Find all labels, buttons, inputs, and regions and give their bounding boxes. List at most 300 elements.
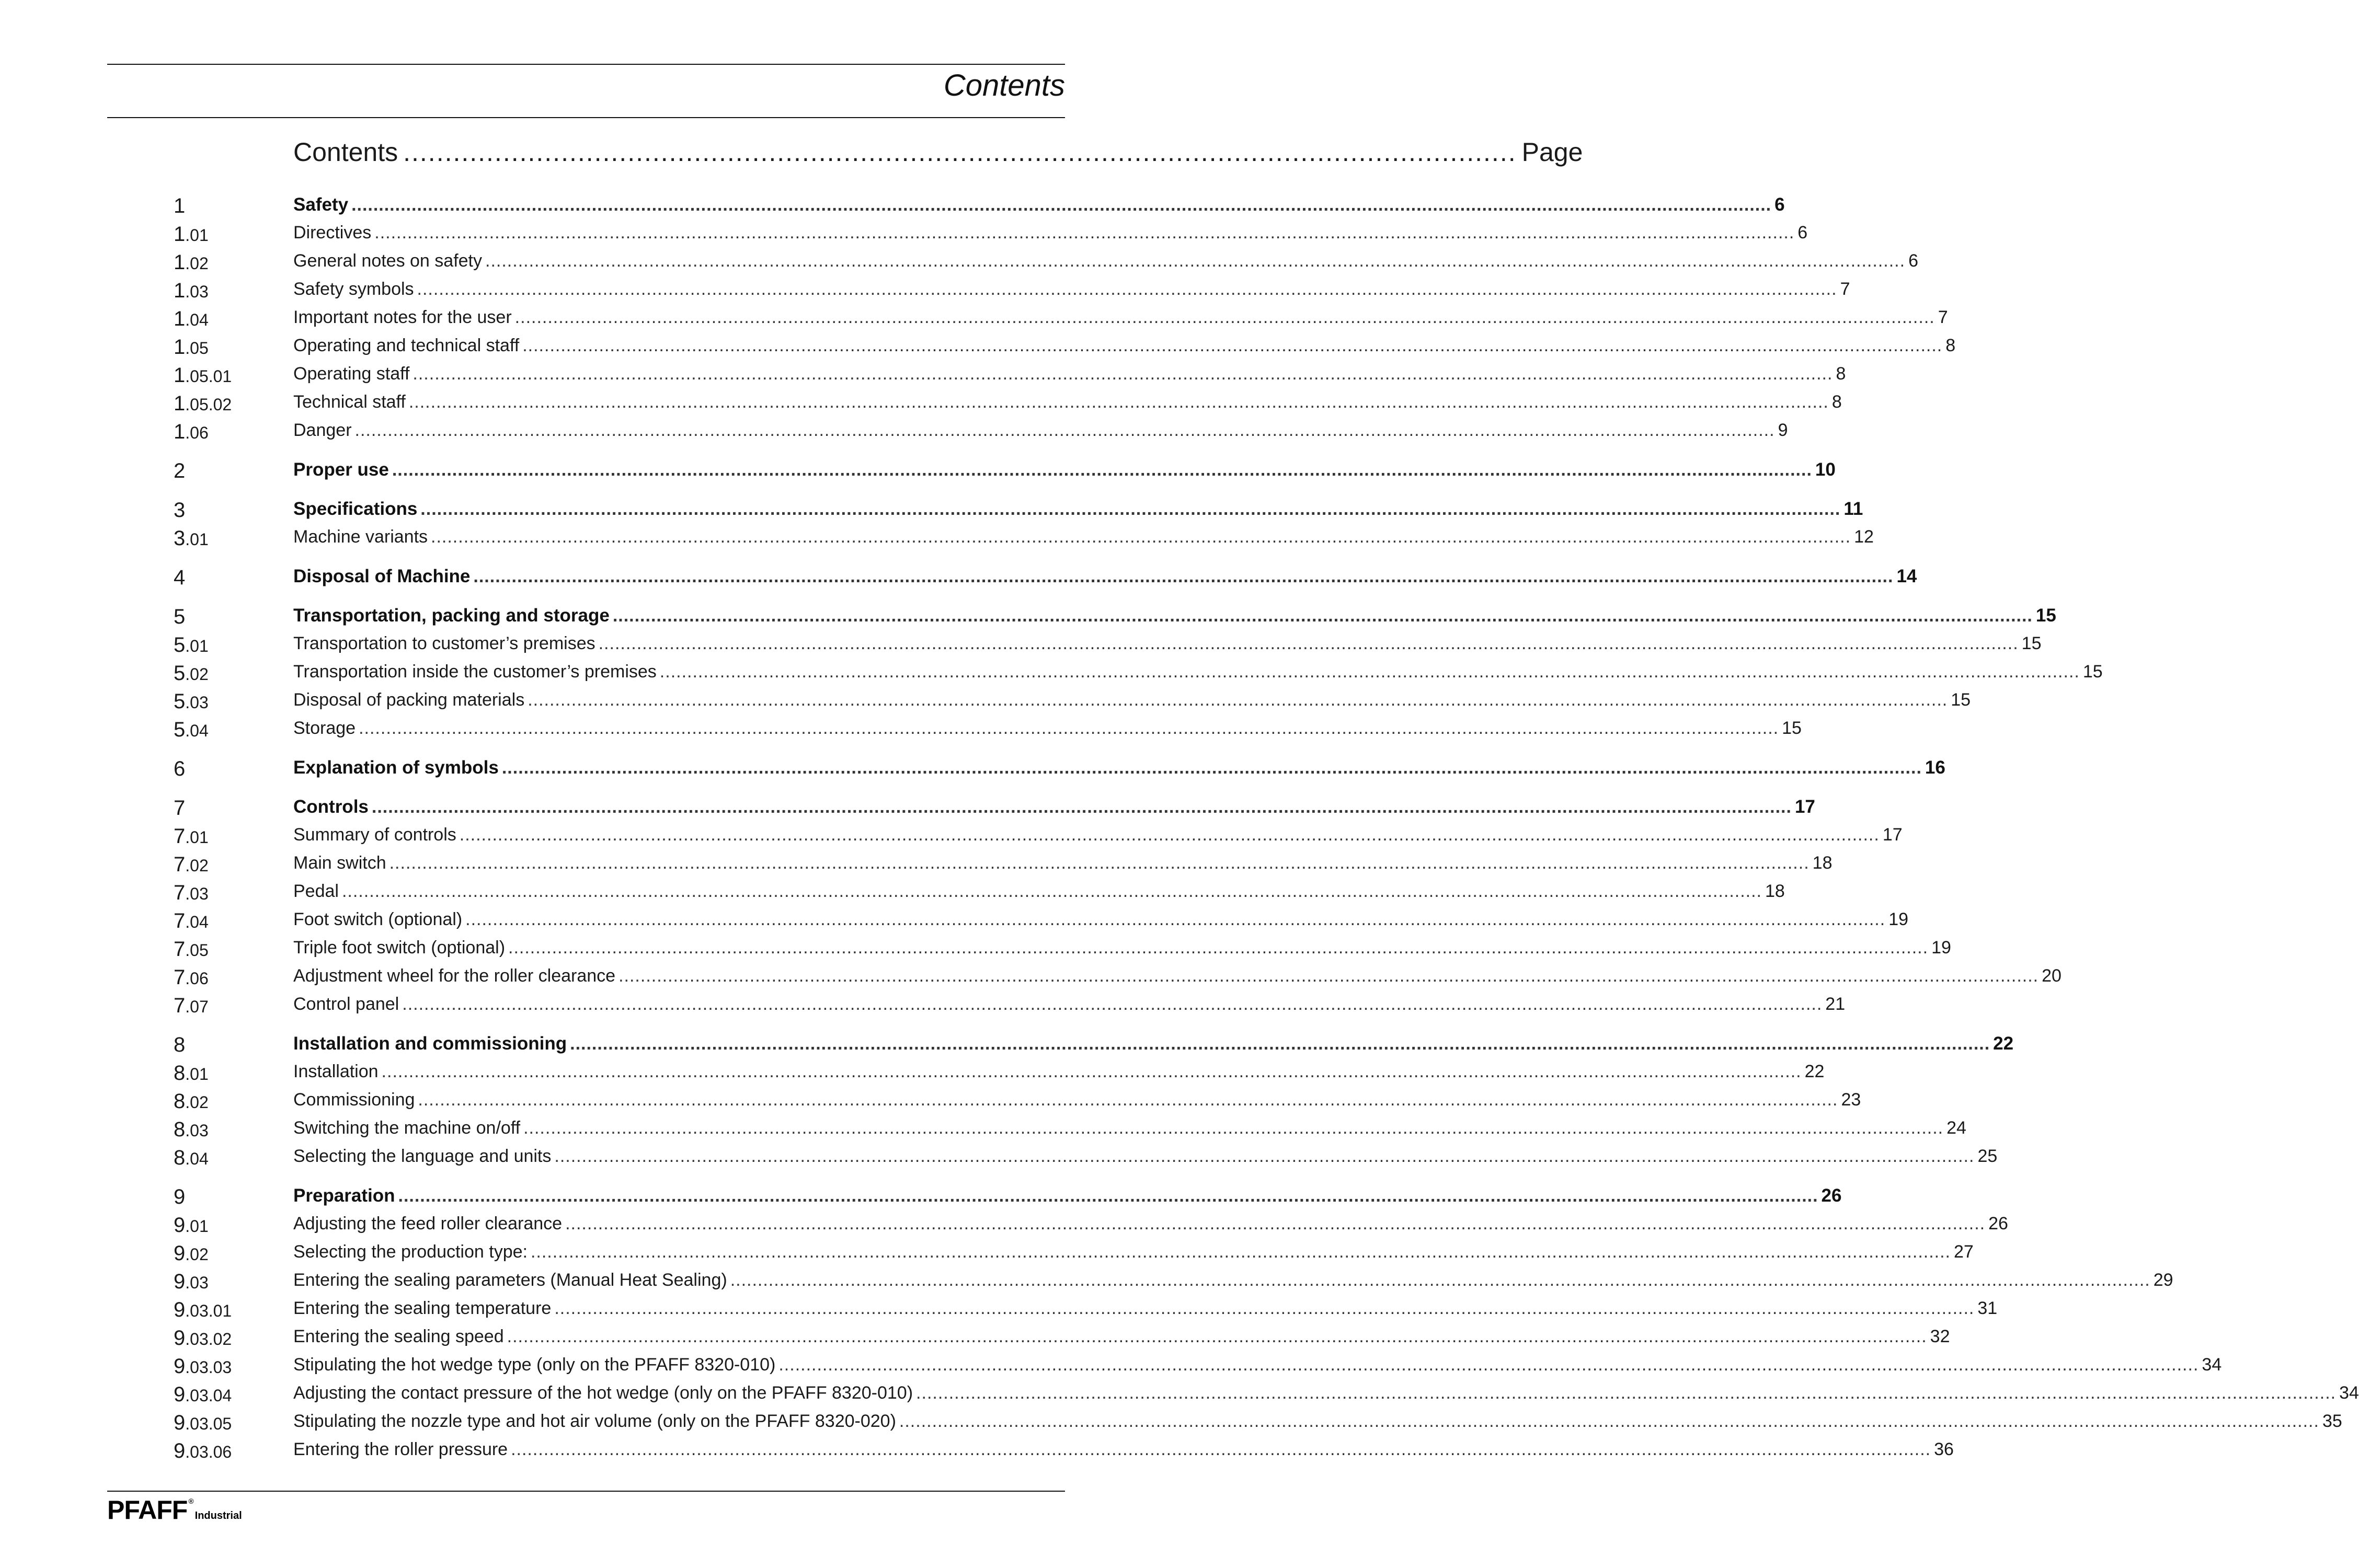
toc-entry-title: Safety: [293, 194, 349, 215]
toc-entry-title: Switching the machine on/off: [293, 1118, 521, 1138]
toc-entry: [0, 966, 2062, 994]
toc-entry-title: Entering the sealing speed: [293, 1327, 504, 1346]
toc-entry-title: Controls: [293, 797, 369, 817]
toc-entry-leader: ....................................................................................................................................................................................................................................................................: [402, 994, 1823, 1014]
toc-entry-leader: ....................................................................................................................................................................................................................................................................: [570, 1034, 1990, 1054]
toc-entry-number-major: 1: [174, 392, 186, 415]
toc-entry-number: [174, 1146, 209, 1170]
toc-entry-leader: ....................................................................................................................................................................................................................................................................: [418, 1090, 1838, 1110]
toc-entry-leader: ....................................................................................................................................................................................................................................................................: [598, 633, 2019, 653]
toc-entry: [0, 1146, 1998, 1174]
toc-entry-number: [174, 1118, 209, 1142]
toc-entry-number: [174, 1298, 232, 1322]
toc-entry-line[interactable]: [293, 938, 1951, 958]
toc-entry: [0, 307, 1948, 336]
toc-entry-page: 16: [1925, 757, 1945, 778]
toc-entry-number-minor: .05: [185, 941, 209, 960]
toc-entry-line[interactable]: [293, 690, 1971, 710]
toc-entry-line[interactable]: [293, 1327, 1950, 1347]
toc-entry-page: 26: [1821, 1185, 1842, 1206]
toc-entry-number: [174, 1242, 209, 1265]
toc-entry-number-major: 9: [174, 1411, 186, 1434]
toc-entry-line[interactable]: [293, 251, 1918, 271]
toc-entry-page: 15: [1951, 690, 1971, 710]
toc-entry-number-major: 3: [174, 527, 186, 550]
toc-entry-page: 6: [1908, 251, 1918, 271]
toc-entry-page: 24: [1946, 1118, 1966, 1138]
toc-entry-page: 21: [1825, 994, 1846, 1014]
toc-entry: [0, 392, 1842, 420]
toc-entry-page: 22: [1804, 1062, 1825, 1081]
toc-entry-leader: ....................................................................................................................................................................................................................................................................: [778, 1355, 2199, 1375]
toc-entry-title: Specifications: [293, 499, 418, 519]
toc-entry-number: [174, 1439, 232, 1463]
toc-entry-page: 17: [1794, 797, 1815, 817]
toc-entry-number-minor: .01: [185, 530, 209, 549]
toc-entry-number-major: 9: [174, 1214, 186, 1237]
toc-entry-title: Entering the sealing temperature: [293, 1298, 552, 1318]
toc-entry: [0, 690, 1971, 718]
toc-entry-number-minor: .05.01: [185, 367, 232, 386]
toc-entry: [0, 1090, 1861, 1118]
toc-entry-number: [174, 1270, 209, 1294]
toc-entry-number-minor: .03: [185, 1273, 209, 1292]
toc-entry-number-major: 9: [174, 1439, 186, 1462]
toc-entry-number-major: 4: [174, 566, 186, 589]
toc-entry-line[interactable]: [293, 633, 2042, 654]
header-top-rule: [107, 64, 1065, 65]
toc-entry-number-major: 5: [174, 662, 186, 685]
toc-entry-number-major: 1: [174, 420, 186, 443]
toc-entry-line[interactable]: [293, 1185, 1842, 1206]
toc-entry-number-minor: .03.02: [185, 1330, 232, 1348]
toc-entry-leader: ....................................................................................................................................................................................................................................................................: [398, 1186, 1818, 1206]
toc-entry-title: Entering the sealing parameters (Manual Heat Sealing): [293, 1270, 727, 1290]
toc-entry-number-major: 9: [174, 1185, 186, 1208]
toc-entry-leader: ....................................................................................................................................................................................................................................................................: [431, 527, 1851, 547]
toc-entry-number-major: 5: [174, 690, 186, 713]
toc-entry-leader: ....................................................................................................................................................................................................................................................................: [565, 1214, 1986, 1233]
toc-entry-number-major: 1: [174, 223, 186, 246]
toc-entry-page: 8: [1945, 336, 1956, 355]
toc-entry-line[interactable]: [293, 1298, 1998, 1319]
toc-heading-leader: ......................................................................................................................................: [403, 137, 1517, 167]
toc-entry-line[interactable]: [293, 1355, 2222, 1375]
toc-entry: [0, 1118, 1966, 1146]
toc-entry-number-major: 7: [174, 909, 186, 932]
toc-entry-page: 19: [1888, 909, 1909, 929]
toc-entry-line[interactable]: [293, 279, 1850, 299]
toc-entry-number-major: 6: [174, 757, 186, 780]
toc-entry-number-minor: .06: [185, 423, 209, 442]
toc-entry-number-minor: .01: [185, 828, 209, 847]
toc-entry-title: Adjusting the contact pressure of the hot wedge (only on the PFAFF 8320-010): [293, 1383, 913, 1403]
toc-entry-leader: ....................................................................................................................................................................................................................................................................: [417, 279, 1837, 299]
toc-entry-leader: ....................................................................................................................................................................................................................................................................: [508, 938, 1929, 958]
toc-entry-page: 6: [1797, 223, 1808, 243]
toc-entry-number-minor: .03.01: [185, 1301, 232, 1320]
toc-entry-title: Safety symbols: [293, 279, 414, 299]
toc-entry-number-minor: .03.05: [185, 1414, 232, 1433]
toc-entry: [0, 1185, 1842, 1214]
toc-entry: [0, 1327, 1950, 1355]
logo-registered-mark: ®: [188, 1497, 194, 1505]
toc-entry-line[interactable]: [293, 194, 1785, 215]
toc-entry-leader: ....................................................................................................................................................................................................................................................................: [501, 758, 1922, 778]
toc-entry-number: [174, 825, 209, 848]
toc-entry-line[interactable]: [293, 1118, 1966, 1138]
toc-heading-label: Contents: [293, 137, 398, 167]
toc-entry-title: Disposal of packing materials: [293, 690, 525, 710]
toc-entry-line[interactable]: [293, 966, 2062, 986]
toc-entry-page: 29: [2153, 1270, 2173, 1290]
toc-entry-number: [174, 1411, 232, 1435]
toc-entry-number-minor: .05.02: [185, 395, 232, 414]
toc-entry-leader: ....................................................................................................................................................................................................................................................................: [359, 718, 1779, 738]
toc-entry-line[interactable]: [293, 392, 1842, 412]
toc-entry-line[interactable]: [293, 527, 1874, 547]
toc-entry-line[interactable]: [293, 825, 1903, 845]
toc-entry-number: [174, 194, 185, 218]
toc-entry-number: [174, 881, 209, 905]
toc-entry: [0, 251, 1918, 279]
toc-entry-page: 31: [1977, 1298, 1998, 1318]
toc-entry-title: Operating staff: [293, 364, 410, 384]
toc-entry: [0, 1270, 2173, 1298]
toc-entry-number-major: 7: [174, 966, 186, 989]
toc-entry-title: Proper use: [293, 459, 389, 480]
toc-entry-number-minor: .04: [185, 721, 209, 740]
toc-entry-number: [174, 662, 209, 685]
toc-entry-leader: ....................................................................................................................................................................................................................................................................: [619, 966, 2039, 986]
toc-entry-line[interactable]: [293, 662, 2103, 682]
toc-entry-title: Stipulating the nozzle type and hot air volume (only on the PFAFF 8320-020): [293, 1411, 896, 1431]
toc-entry-number-minor: .06: [185, 969, 209, 988]
toc-entry-number: [174, 420, 209, 444]
toc-entry-number: [174, 392, 232, 416]
toc-entry-title: Preparation: [293, 1185, 395, 1206]
toc-entry: [0, 1033, 2014, 1062]
toc-entry-number: [174, 757, 185, 781]
toc-entry: [0, 364, 1846, 392]
toc-entry-leader: ....................................................................................................................................................................................................................................................................: [341, 881, 1762, 901]
toc-entry: [0, 223, 1808, 251]
toc-entry-line[interactable]: [293, 797, 1815, 817]
toc-entry-number-minor: .04: [185, 310, 209, 329]
toc-entry: [0, 566, 1917, 594]
toc-entry-title: Operating and technical staff: [293, 336, 520, 355]
toc-entry: [0, 662, 2103, 690]
toc-entry-line[interactable]: [293, 1439, 1954, 1460]
toc-entry-leader: ....................................................................................................................................................................................................................................................................: [354, 420, 1775, 440]
toc-entry-line[interactable]: [293, 1242, 1974, 1262]
toc-entry-number: [174, 499, 185, 522]
toc-entry-line[interactable]: [293, 605, 2056, 626]
toc-entry: [0, 633, 2042, 662]
toc-entry-number-minor: .01: [185, 1217, 209, 1236]
toc-entry-title: Installation and commissioning: [293, 1033, 567, 1054]
toc-entry-title: Stipulating the hot wedge type (only on the PFAFF 8320-010): [293, 1355, 776, 1375]
toc-entry-number-minor: .03.03: [185, 1358, 232, 1377]
toc-entry-number: [174, 633, 209, 657]
toc-entry-title: Selecting the production type:: [293, 1242, 528, 1262]
toc-entry-title: Important notes for the user: [293, 307, 512, 327]
toc-entry-line[interactable]: [293, 1270, 2173, 1290]
toc-entry-number-minor: .03.04: [185, 1386, 232, 1405]
toc-entry: [0, 938, 1951, 966]
toc-entry-line[interactable]: [293, 994, 1846, 1014]
toc-entry-number-minor: .02: [185, 254, 209, 273]
toc-entry-page: 22: [1993, 1033, 2014, 1054]
logo-subtitle: Industrial: [194, 1510, 242, 1521]
toc-entry-page: 35: [2322, 1411, 2342, 1431]
toc-entry: [0, 1214, 2008, 1242]
toc-entry-page: 12: [1854, 527, 1874, 547]
toc-entry-leader: ....................................................................................................................................................................................................................................................................: [528, 690, 1948, 710]
toc-entry-page: 25: [1977, 1146, 1998, 1166]
toc-entry-number-minor: .05: [185, 339, 209, 358]
toc-entry-line[interactable]: [293, 307, 1948, 328]
toc-entry-page: 36: [1934, 1439, 1954, 1459]
toc-entry-number-minor: .01: [185, 226, 209, 245]
toc-entry-leader: ....................................................................................................................................................................................................................................................................: [413, 364, 1833, 384]
toc-entry-leader: ....................................................................................................................................................................................................................................................................: [389, 853, 1810, 873]
toc-entry-page: 11: [1843, 499, 1863, 519]
toc-entry: [0, 1439, 1954, 1468]
toc-entry-number: [174, 1327, 232, 1350]
toc-entry-line[interactable]: [293, 1062, 1825, 1082]
toc-entry-line[interactable]: [293, 881, 1785, 902]
toc-entry-line[interactable]: [293, 566, 1917, 587]
toc-entry-leader: ....................................................................................................................................................................................................................................................................: [459, 825, 1880, 845]
toc-entry-page: 17: [1882, 825, 1903, 845]
toc-entry-title: Installation: [293, 1062, 379, 1081]
toc-entry-number: [174, 364, 232, 387]
toc-entry-leader: ....................................................................................................................................................................................................................................................................: [374, 223, 1795, 243]
toc-entry-number: [174, 459, 185, 483]
toc-entry: [0, 853, 1833, 881]
toc-entry-leader: ....................................................................................................................................................................................................................................................................: [392, 460, 1812, 480]
toc-entry-title: Transportation inside the customer’s premises: [293, 662, 657, 682]
toc-entry-number: [174, 1062, 209, 1085]
toc-entry-number-minor: .03: [185, 1121, 209, 1140]
toc-entry-line[interactable]: [293, 223, 1808, 243]
toc-entry-page: 8: [1836, 364, 1846, 384]
toc-entry-line[interactable]: [293, 1090, 1861, 1110]
toc-entry: [0, 757, 1945, 786]
toc-entry-number: [174, 690, 209, 713]
toc-entry-number-major: 8: [174, 1146, 186, 1169]
toc-entry: [0, 909, 1909, 938]
toc-entry-number-major: 1: [174, 336, 186, 359]
toc-entry-title: Control panel: [293, 994, 399, 1014]
toc-entry-page: 14: [1896, 566, 1917, 586]
toc-entry-title: General notes on safety: [293, 251, 483, 271]
toc-entry-leader: ....................................................................................................................................................................................................................................................................: [522, 336, 1943, 355]
toc-entry-leader: ....................................................................................................................................................................................................................................................................: [420, 499, 1841, 519]
toc-entry-number-major: 9: [174, 1270, 186, 1293]
toc-entry: [0, 1242, 1974, 1270]
toc-entry: [0, 797, 1815, 825]
toc-entry-line[interactable]: [293, 853, 1833, 873]
toc-entry-line[interactable]: [293, 718, 1802, 739]
toc-entry-number-minor: .02: [185, 856, 209, 875]
toc-entry-number-minor: .04: [185, 1149, 209, 1168]
toc-entry-number-major: 7: [174, 825, 186, 848]
toc-entry-number: [174, 223, 209, 246]
toc-entry-leader: ....................................................................................................................................................................................................................................................................: [730, 1270, 2150, 1290]
toc-entry-number-major: 8: [174, 1118, 186, 1141]
toc-entry: [0, 527, 1874, 555]
toc-entry-number-minor: .07: [185, 997, 209, 1016]
toc-entry-line[interactable]: [293, 1033, 2014, 1054]
toc-entry-number-major: 9: [174, 1327, 186, 1350]
toc-entry-leader: ....................................................................................................................................................................................................................................................................: [514, 307, 1935, 327]
toc-entry-line[interactable]: [293, 459, 1836, 480]
toc-entry-title: Entering the roller pressure: [293, 1439, 508, 1459]
toc-entry-number-major: 3: [174, 499, 186, 522]
toc-entry-title: Pedal: [293, 881, 339, 901]
toc-entry-title: Summary of controls: [293, 825, 456, 845]
toc-entry-number-major: 5: [174, 605, 186, 628]
toc-entry: [0, 194, 1785, 223]
toc-entry-leader: ....................................................................................................................................................................................................................................................................: [371, 797, 1792, 817]
toc-entry-leader: ....................................................................................................................................................................................................................................................................: [381, 1062, 1802, 1081]
toc-entry-leader: ....................................................................................................................................................................................................................................................................: [408, 392, 1829, 412]
toc-entry-line[interactable]: [293, 364, 1846, 384]
toc-entry-number-major: 8: [174, 1062, 186, 1085]
toc-entry-page: 27: [1954, 1242, 1974, 1262]
toc-entry-leader: ....................................................................................................................................................................................................................................................................: [554, 1298, 1975, 1318]
toc-entry-title: Selecting the language and units: [293, 1146, 552, 1166]
toc-entry-page: 6: [1774, 194, 1785, 215]
toc-entry-number: [174, 251, 209, 274]
toc-heading-page-label: Page: [1521, 137, 1583, 167]
toc-entry-title: Machine variants: [293, 527, 428, 547]
toc-entry-number: [174, 605, 185, 629]
toc-entry-title: Foot switch (optional): [293, 909, 463, 929]
footer-rule: [107, 1491, 1065, 1492]
toc-entry-number-minor: .01: [185, 637, 209, 655]
toc-entry-page: 10: [1815, 459, 1836, 480]
toc-entry: [0, 825, 1903, 853]
toc-entry-number: [174, 966, 209, 989]
toc-entry-page: 15: [2035, 605, 2056, 626]
toc-entry: [0, 499, 1863, 527]
toc-entry-line[interactable]: [293, 420, 1788, 441]
toc-entry-title: Transportation to customer’s premises: [293, 633, 596, 653]
toc-entry-number-minor: .04: [185, 913, 209, 931]
toc-entry-number: [174, 566, 185, 590]
toc-entry-line[interactable]: [293, 757, 1945, 778]
toc-entry-page: 15: [2021, 633, 2042, 653]
toc-entry-leader: ....................................................................................................................................................................................................................................................................: [511, 1439, 1931, 1459]
toc-entry-number-major: 7: [174, 853, 186, 876]
toc-entry-number-major: 1: [174, 194, 186, 217]
toc-entry-leader: ....................................................................................................................................................................................................................................................................: [659, 662, 2080, 682]
toc-entry-number: [174, 909, 209, 933]
toc-entry: [0, 336, 1956, 364]
toc-entry-leader: ....................................................................................................................................................................................................................................................................: [916, 1383, 2337, 1403]
toc-entry: [0, 1062, 1825, 1090]
toc-entry-page: 34: [2339, 1383, 2359, 1403]
logo-brand: PFAFF: [107, 1495, 188, 1525]
toc-entry-number-major: 8: [174, 1090, 186, 1113]
toc-entry-number-major: 9: [174, 1298, 186, 1321]
toc-entry-number: [174, 527, 209, 550]
header-bottom-rule: [107, 117, 1065, 118]
toc-entry-number-major: 1: [174, 279, 186, 302]
toc-entry-number-major: 7: [174, 881, 186, 904]
toc-entry-page: 34: [2202, 1355, 2222, 1375]
toc-entry: [0, 605, 2056, 633]
toc-entry-line[interactable]: [293, 499, 1863, 520]
toc-entry-page: 19: [1931, 938, 1951, 958]
toc-entry-number-minor: .02: [185, 1093, 209, 1112]
toc-entry-page: 26: [1988, 1214, 2008, 1233]
toc-entry-number-minor: .01: [185, 1065, 209, 1083]
toc-entry-title: Danger: [293, 420, 352, 440]
toc-entry-line[interactable]: [293, 1383, 2359, 1403]
toc-entry-leader: ....................................................................................................................................................................................................................................................................: [554, 1146, 1975, 1166]
toc-entry-line[interactable]: [293, 909, 1909, 930]
toc-entry-line[interactable]: [293, 1214, 2008, 1234]
toc-entry-page: 9: [1778, 420, 1788, 440]
toc-entry-title: Disposal of Machine: [293, 566, 471, 586]
toc-entry-title: Main switch: [293, 853, 386, 873]
toc-entry-leader: ....................................................................................................................................................................................................................................................................: [473, 567, 1894, 586]
toc-entry-number: [174, 336, 209, 359]
toc-entry-number-major: 1: [174, 251, 186, 274]
toc-entry-leader: ....................................................................................................................................................................................................................................................................: [523, 1118, 1944, 1138]
toc-entry-leader: ....................................................................................................................................................................................................................................................................: [530, 1242, 1951, 1262]
toc-entry-number: [174, 1090, 209, 1113]
toc-entry-number: [174, 797, 185, 820]
toc-entry-number: [174, 1214, 209, 1237]
toc-entry-page: 18: [1812, 853, 1833, 873]
toc-entry-page: 23: [1841, 1090, 1861, 1110]
toc-entry-number-minor: .02: [185, 1245, 209, 1264]
pfaff-industrial-logo: [107, 1497, 242, 1523]
page-header-title: Contents: [943, 68, 1065, 102]
toc-entry-leader: ....................................................................................................................................................................................................................................................................: [507, 1327, 1927, 1346]
toc-entry-number: [174, 1383, 232, 1406]
toc-entry: [0, 1298, 1998, 1327]
toc-entry-leader: ....................................................................................................................................................................................................................................................................: [465, 909, 1886, 929]
toc-entry: [0, 1411, 2342, 1439]
toc-entry-page: 18: [1765, 881, 1785, 901]
toc-entry-line[interactable]: [293, 336, 1956, 356]
toc-entry-number-minor: .03: [185, 693, 209, 712]
toc-entry-number: [174, 307, 209, 331]
toc-entry-number-minor: .02: [185, 665, 209, 684]
toc-entry-title: Transportation, packing and storage: [293, 605, 610, 626]
toc-entry-number-major: 7: [174, 938, 186, 961]
toc-entry-title: Directives: [293, 223, 372, 243]
toc-entry-number-major: 5: [174, 633, 186, 656]
toc-entry-title: Commissioning: [293, 1090, 415, 1110]
toc-entry-line[interactable]: [293, 1146, 1998, 1167]
toc-entry-number-major: 2: [174, 459, 186, 482]
toc-entry-number-major: 8: [174, 1033, 186, 1056]
toc-entry-title: Adjustment wheel for the roller clearance: [293, 966, 616, 986]
toc-entry-number: [174, 994, 209, 1018]
toc-entry-number-minor: .03.06: [185, 1443, 232, 1461]
toc-entry-number: [174, 718, 209, 742]
toc-entry-number: [174, 1355, 232, 1378]
toc-entry: [0, 718, 1802, 746]
toc-entry-line[interactable]: [293, 1411, 2342, 1432]
